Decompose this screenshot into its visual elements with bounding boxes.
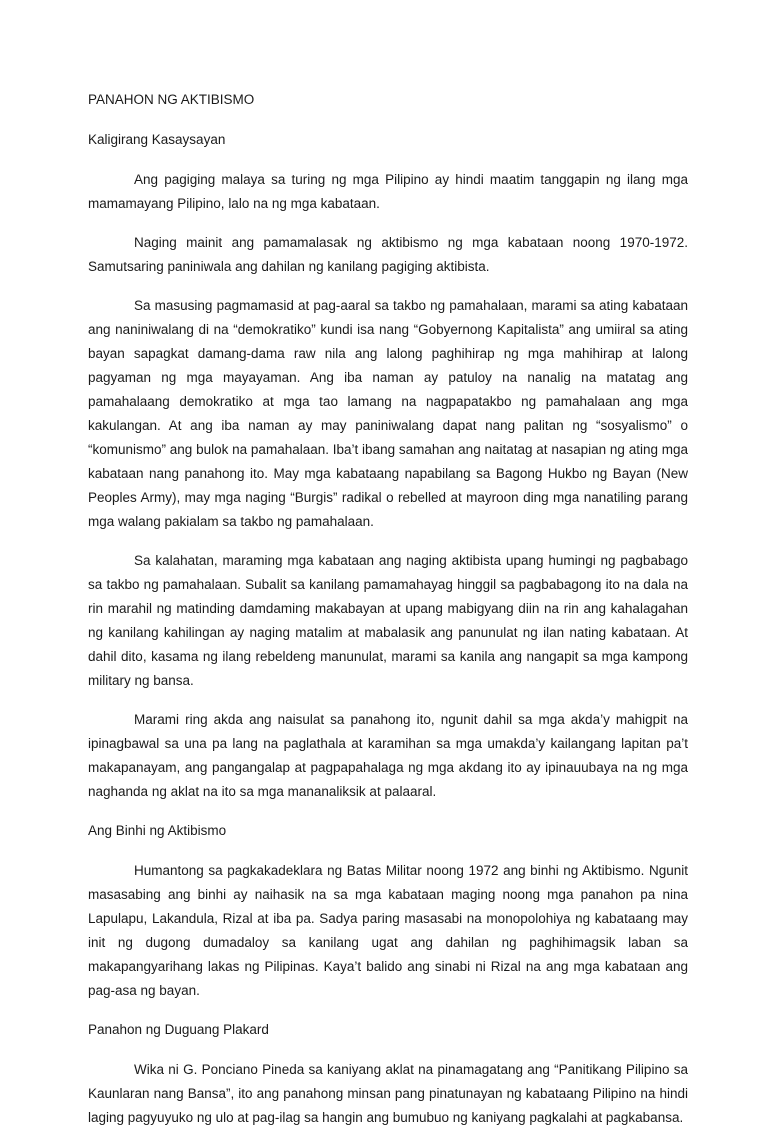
section-heading-ang-binhi-ng-aktibismo: Ang Binhi ng Aktibismo [88, 823, 227, 838]
paragraph: Marami ring akda ang naisulat sa panahong ito, ngunit dahil sa mga akda’y mahigpit na ipinagbawal sa una pa lang na paglathala at karamihan sa mga umakda’y kailangang lapitan pa’t makapanayam, ang pangangalap at pagpapahalaga ng mga akdang ito ay ipinauubaya na ng mga naghanda ng aklat na ito sa mga mananaliksik at palaaral. [88, 712, 688, 799]
section-heading-kaligirang-kasaysayan: Kaligirang Kasaysayan [88, 132, 226, 147]
document-page [88, 88, 688, 1145]
paragraph: Humantong sa pagkakadeklara ng Batas Militar noong 1972 ang binhi ng Aktibismo. Ngunit masasabing ang binhi ay naihasik na sa mga kabataan maging noong mga panahon pa nina Lapulapu, Lakandula, Rizal at iba pa. Sadya paring masasabi na monopolohiya ng kabataang may init ng dugong dumadaloy sa kanilang ugat ang dahilan ng paghihimagsik laban sa makapangyarihang lakas ng Pilipinas. Kaya’t balido ang sinabi ni Rizal na ang mga kabataan ang pag-asa ng bayan. [88, 863, 688, 998]
section-heading-panahon-ng-duguang-plakard: Panahon ng Duguang Plakard [88, 1022, 269, 1037]
paragraph: Naging mainit ang pamamalasak ng aktibismo ng mga kabataan noong 1970-1972. Samutsaring paniniwala ang dahilan ng kanilang pagiging aktibista. [88, 235, 688, 274]
paragraph: Wika ni G. Ponciano Pineda sa kaniyang aklat na pinamagatang ang “Panitikang Pilipino sa Kaunlaran nang Bansa”, ito ang panahong minsan pang pinatunayan ng kabataang Pilipino na hindi laging pagyuyuko ng ulo at pag-ilag sa hangin ang bumubuo ng kaniyang pagkalahi at pagkabansa. [88, 1062, 688, 1125]
document-title: PANAHON NG AKTIBISMO [88, 92, 255, 107]
paragraph: Ang pagiging malaya sa turing ng mga Pilipino ay hindi maatim tanggapin ng ilang mga mamamayang Pilipino, lalo na ng mga kabataan. [88, 172, 688, 211]
paragraph: Sa masusing pagmamasid at pag-aaral sa takbo ng pamahalaan, marami sa ating kabataan ang naniniwalang di na “demokratiko” kundi isa nang “Gobyernong Kapitalista” ang umiiral sa ating bayan sapagkat damang-dama raw nila ang lalong paghihirap ng mga mahihirap at lalong pagyaman ng mga mayayaman. Ang iba naman ay patuloy na nanalig na matatag ang pamahalaang demokratiko at mga tao lamang na nagpapatakbo ng pamahalaan ang mga kakulangan. At ang iba naman ay may paniniwalang dapat nang palitan ng “sosyalismo” o “komunismo” ang bulok na pamahalaan. Iba’t ibang samahan ang naitatag at nasapian ng ating mga kabataan nang panahong ito. May mga kabataang napabilang sa Bagong Hukbo ng Bayan (New Peoples Army), may mga naging “Burgis” radikal o rebelled at mayroon ding mga nanatiling parang mga walang pakialam sa takbo ng pamahalaan. [88, 298, 688, 529]
paragraph: Sa kalahatan, maraming mga kabataan ang naging aktibista upang humingi ng pagbabago sa takbo ng pamahalaan. Subalit sa kanilang pamamahayag hinggil sa pagbabagong ito na dala na rin marahil ng matinding damdaming makabayan at upang mabigyang diin na rin ang kahalagahan ng kanilang kahilingan ay naging matalim at mabalasik ang panunulat ng ilan nating kabataan. At dahil dito, kasama ng ilang rebeldeng manunulat, marami sa kanila ang nangapit sa mga kampong military ng bansa. [88, 553, 688, 688]
